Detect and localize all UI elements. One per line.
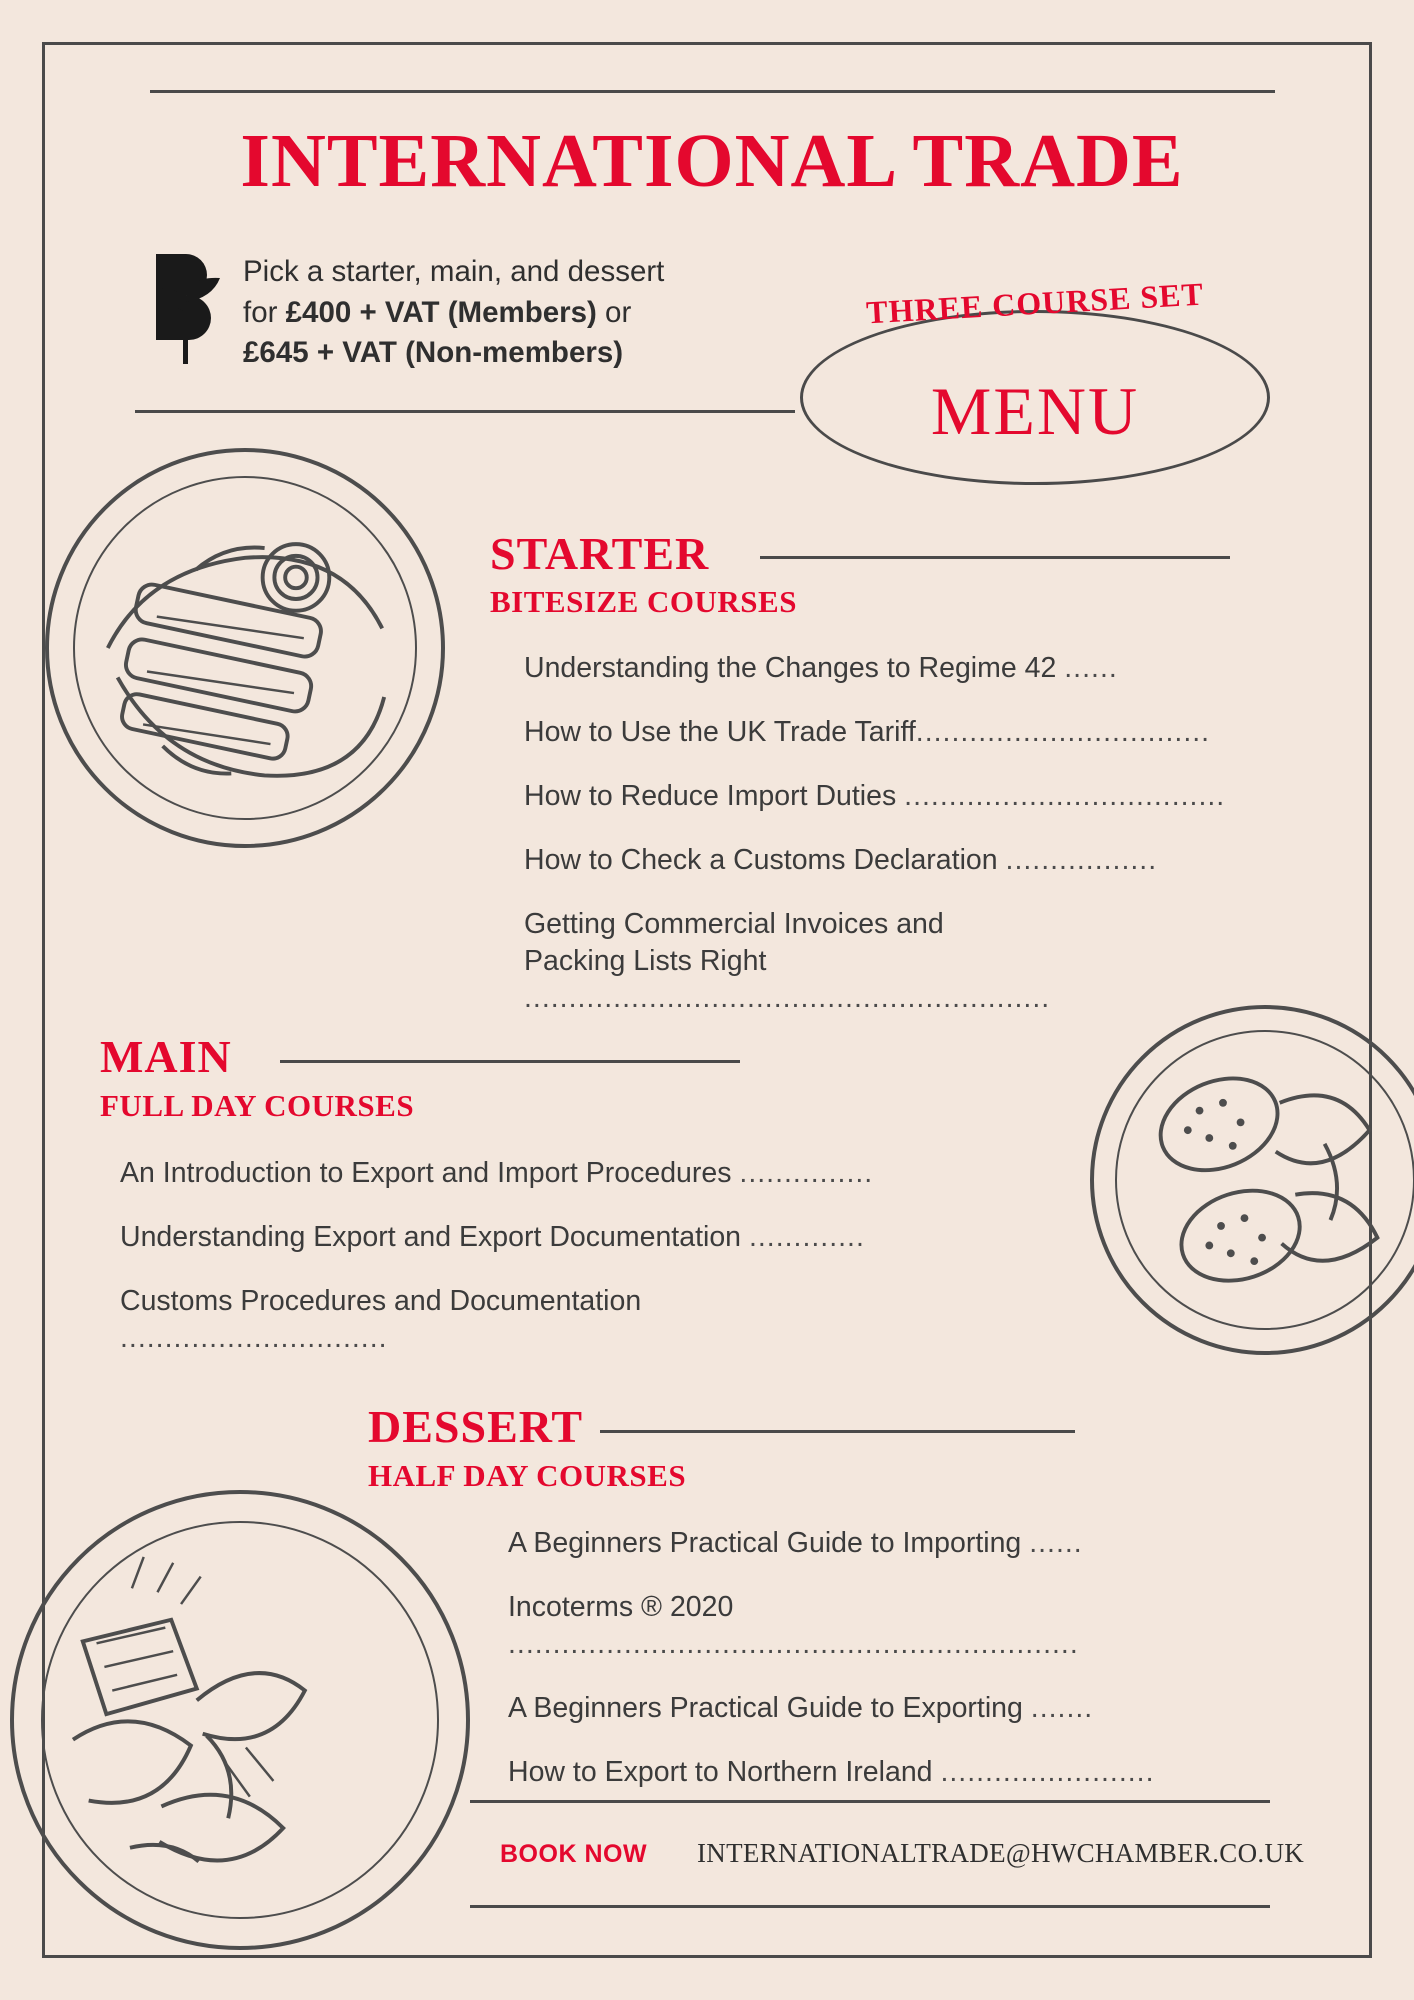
course-name: Customs Procedures and Documentation — [120, 1285, 642, 1318]
divider-top — [150, 90, 1275, 93]
leader-dots: ........................................................... — [524, 982, 1051, 1015]
section-subtitle-starter: BITESIZE COURSES — [490, 584, 797, 619]
list-item — [120, 1155, 880, 1192]
starter-plate-illustration — [45, 448, 445, 848]
section-subtitle-main: FULL DAY COURSES — [100, 1088, 415, 1123]
list-item — [120, 1219, 880, 1256]
divider-dessert — [600, 1430, 1075, 1433]
book-now-label[interactable]: BOOK NOW — [500, 1840, 648, 1868]
price-non-members: £645 + VAT (Non-members) — [243, 336, 624, 370]
leader-dots: ....... — [1030, 1692, 1094, 1725]
main-food-icon — [1094, 1009, 1414, 1351]
course-name: An Introduction to Export and Import Procedures — [120, 1157, 732, 1189]
page-title: INTERNATIONAL TRADE — [240, 119, 1184, 203]
price-line-1: Pick a starter, main, and dessert — [243, 255, 665, 288]
course-name: How to Use the UK Trade Tariff — [524, 716, 916, 749]
contact-email[interactable]: INTERNATIONALTRADE@HWCHAMBER.CO.UK — [697, 1838, 1305, 1868]
leader-dots: ............... — [739, 1157, 874, 1189]
divider-main — [280, 1060, 740, 1063]
section-title-starter: STARTER — [490, 528, 710, 579]
leader-dots: ...... — [1064, 652, 1118, 684]
course-name: Incoterms ® 2020 — [508, 1591, 734, 1624]
divider-footer-top — [470, 1800, 1270, 1803]
course-name: How to Reduce Import Duties — [524, 780, 897, 813]
menu-label: MENU — [930, 373, 1140, 449]
list-item — [524, 714, 1284, 751]
list-item — [508, 1525, 1268, 1562]
list-item — [524, 842, 1284, 879]
price-members: £400 + VAT (Members) — [285, 295, 597, 329]
course-name: A Beginners Practical Guide to Importing — [508, 1527, 1022, 1559]
starter-food-icon — [49, 452, 441, 844]
leader-dots: ................................. — [915, 716, 1211, 749]
leader-dots: ...... — [1029, 1527, 1083, 1559]
course-name: Understanding the Changes to Regime 42 — [524, 652, 1057, 684]
course-name: How to Check a Customs Declaration — [524, 844, 998, 877]
list-item — [524, 778, 1284, 815]
main-plate-illustration — [1090, 1005, 1414, 1355]
divider-under-price — [135, 410, 795, 413]
three-course-set-label: THREE COURSE SET — [865, 275, 1205, 331]
section-title-main: MAIN — [100, 1031, 232, 1082]
list-item — [508, 1690, 1268, 1727]
course-name: How to Export to Northern Ireland — [508, 1756, 933, 1789]
chamber-logo-icon — [142, 250, 230, 368]
price-line-2-prefix: for — [243, 295, 286, 329]
list-item — [508, 1754, 1268, 1791]
divider-starter — [760, 556, 1230, 559]
course-name: A Beginners Practical Guide to Exporting — [508, 1692, 1023, 1725]
price-text — [243, 252, 823, 374]
divider-footer-bottom — [470, 1905, 1270, 1908]
list-item — [524, 906, 1284, 1017]
list-item — [508, 1589, 1268, 1663]
leader-dots: ................. — [1005, 844, 1158, 877]
starter-course-list — [524, 650, 1284, 1044]
price-line-2-suffix: or — [596, 295, 632, 329]
section-title-dessert: DESSERT — [368, 1401, 584, 1452]
main-course-list — [120, 1155, 880, 1384]
course-name-cont: Packing Lists Right — [524, 945, 767, 978]
leader-dots: .............................. — [120, 1322, 388, 1355]
list-item — [524, 650, 1284, 687]
dessert-food-icon — [14, 1494, 466, 1946]
section-subtitle-dessert: HALF DAY COURSES — [368, 1458, 687, 1493]
dessert-course-list — [508, 1525, 1268, 1818]
leader-dots: .................................... — [904, 780, 1226, 813]
course-name: Understanding Export and Export Documentation — [120, 1221, 742, 1254]
list-item — [120, 1283, 880, 1357]
leader-dots: ................................................................ — [508, 1628, 1079, 1661]
course-name: Getting Commercial Invoices and — [524, 908, 944, 941]
leader-dots: ........................ — [940, 1756, 1155, 1789]
leader-dots: ............. — [748, 1221, 865, 1254]
dessert-plate-illustration — [10, 1490, 470, 1950]
